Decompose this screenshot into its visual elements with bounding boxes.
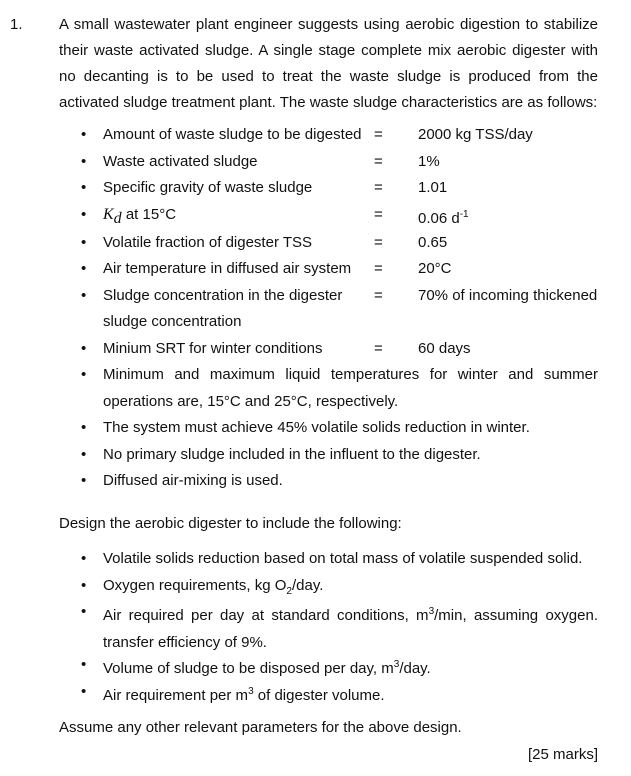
design-item-text [103,679,385,710]
list-item [0,679,631,706]
bullet-icon: • [81,656,87,673]
param-label: Air temperature in diffused air system [103,260,352,277]
list-item [0,122,631,149]
bullet-icon: • [81,179,87,196]
list-item [0,573,631,600]
design-item-pre: Oxygen requirements, kg O [103,576,287,594]
kd-label-rest: at 15°C [121,205,177,223]
m3-superscript: 3 [428,606,435,617]
list-item [0,202,631,230]
design-item-pre: Air required per day at standard conditions, m [103,607,429,624]
design-intro: Design the aerobic digester to include the following: [59,515,402,532]
param-label: Sludge concentration in the digester [103,286,343,304]
equals-sign: = [374,339,383,357]
param-value: 1.01 [418,179,448,196]
equals-sign: = [374,152,383,170]
equals-sign: = [374,126,383,143]
equals-sign: = [374,286,383,304]
note-text: No primary sludge included in the influent to the digester. [103,445,481,463]
design-item-text [103,599,598,656]
design-item-text: Volatile solids reduction based on total mass of volatile suspended solid. [103,550,583,567]
param-label: Specific gravity of waste sludge [103,179,313,196]
equals-sign: = [374,260,383,277]
design-item-post: /day. [291,576,324,594]
list-item [0,652,631,679]
equals-sign: = [374,205,383,223]
bullet-icon: • [81,260,87,277]
param-value: 1% [418,152,440,170]
param-value: 60 days [418,339,471,357]
list-item [0,546,631,573]
bullet-icon: • [81,152,87,170]
kd-subscript: d [113,209,122,227]
bullet-icon: • [81,339,87,357]
design-item-post: of digester volume. [253,686,385,704]
m3-superscript: 3 [248,685,254,697]
bullet-icon: • [81,286,87,304]
param-value: 20°C [418,260,452,277]
bullet-icon: • [81,550,87,567]
bullet-icon: • [81,366,87,383]
bullet-icon: • [81,419,87,436]
param-label: Volatile fraction of digester TSS [103,233,313,251]
question-number: 1. [10,16,23,33]
param-value: 0.65 [418,233,448,251]
design-item-post: /min, assuming oxygen. transfer efficiency of 9%. [103,607,599,651]
list-item [0,175,631,202]
param-label: Minium SRT for winter conditions [103,339,323,357]
note-text: The system must achieve 45% volatile solids reduction in winter. [103,419,530,436]
design-item-pre: Air requirement per m [103,686,249,704]
param-value: 70% of incoming thickened [418,286,598,304]
list-item [0,230,631,257]
list-item [0,468,631,495]
design-item-pre: Volume of sludge to be disposed per day, m [103,660,394,677]
kd-value: 0.06 d [418,209,460,227]
param-value: 2000 kg TSS/day [418,126,533,143]
list-item [0,336,631,363]
note-text: Diffused air-mixing is used. [103,472,283,489]
note-text: Minimum and maximum liquid temperatures for winter and summer operations are, 15°C and 25°C, respectively. [103,366,598,410]
question-intro: A small wastewater plant engineer suggests using aerobic digestion to stabilize their waste activated sludge. A single stage complete mix aerobic digester with no decanting is to be used to treat the waste sludge is produced from the activated sludge treatment plant. The waste sludge characteristics are as follows: [59,16,598,111]
list-item [0,149,631,176]
list-item [0,599,631,652]
param-label: Waste activated sludge [103,152,258,170]
list-item [0,256,631,283]
design-items-list [0,546,631,705]
m3-superscript: 3 [393,659,400,670]
bullet-icon: • [81,233,87,251]
param-label [103,202,176,233]
equals-sign: = [374,233,383,251]
bullet-icon: • [81,472,87,489]
bullet-icon: • [81,126,87,143]
kd-value-exponent: -1 [459,208,469,220]
param-value [418,202,469,233]
bullet-icon: • [81,603,87,620]
equals-sign: = [374,179,383,196]
bullet-icon: • [81,205,87,223]
list-item [0,442,631,469]
list-item [0,362,631,415]
marks-label: [25 marks] [527,746,598,763]
bullet-icon: • [81,576,87,594]
bullet-icon: • [81,445,87,463]
list-item [0,283,631,336]
characteristics-list [0,122,631,495]
bullet-icon: • [81,682,87,700]
param-label-continued: sludge concentration [103,313,242,330]
design-item-post: /day. [399,660,431,677]
kd-symbol: K [103,205,114,223]
param-label: Amount of waste sludge to be digested [103,126,362,143]
assumption-note: Assume any other relevant parameters for the above design. [59,719,462,736]
o2-subscript: 2 [286,585,292,597]
list-item [0,415,631,442]
